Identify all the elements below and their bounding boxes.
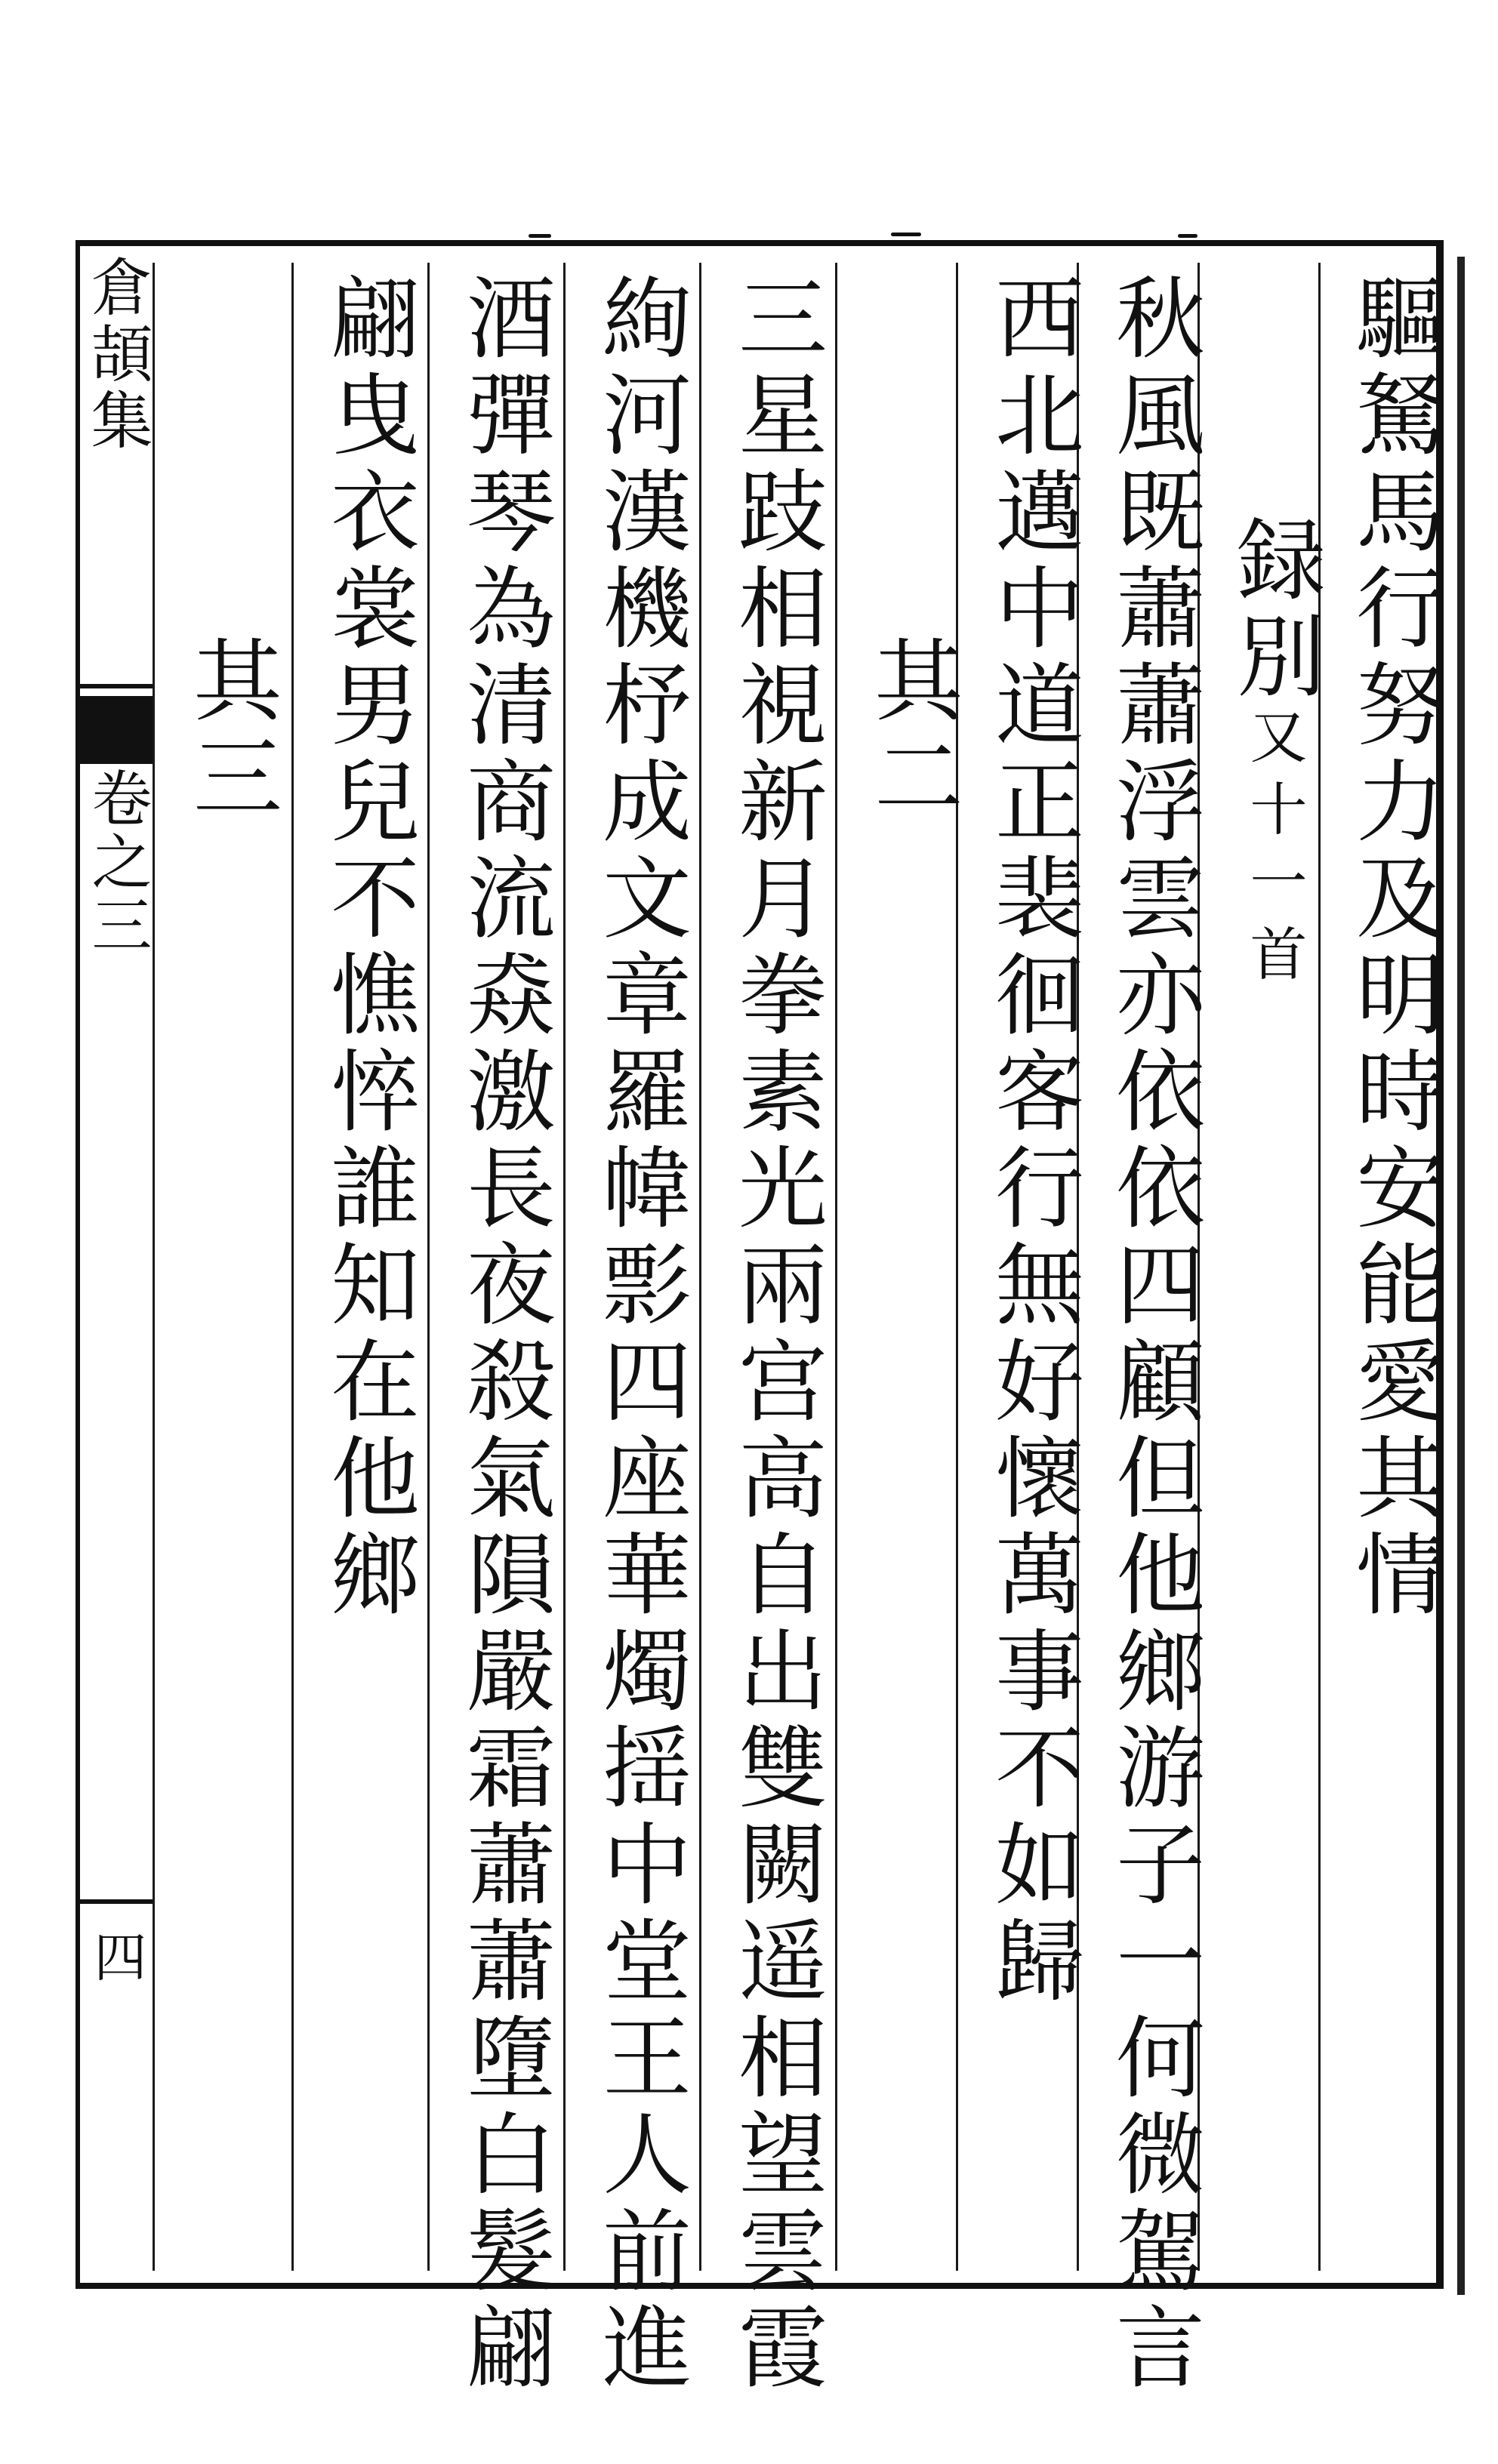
- ink-speck: [891, 233, 921, 236]
- ink-speck: [529, 234, 551, 238]
- banxin-title: 倉頡集: [81, 255, 153, 454]
- text-column-5: 其二: [859, 634, 963, 827]
- text-column-4: 西北邁中道正裴徊客行無好懷萬事不如歸: [980, 272, 1084, 2011]
- column-rule: [699, 263, 701, 2271]
- ink-speck: [1178, 234, 1197, 238]
- column-rule: [835, 263, 837, 2271]
- fishtail-mark: [80, 696, 153, 764]
- text-column-6: 三星跂相視新月拳素光兩宫高自出雙闕遥相望雲霞: [723, 272, 828, 2398]
- text-column-8: 酒彈琴為清商流猋激長夜殺氣隕嚴霜蕭蕭墮白髮翩: [452, 272, 556, 2398]
- banxin-divider: [80, 1899, 153, 1904]
- text-column-10: 其三: [178, 634, 282, 827]
- text-column-7: 絢河漢機杼成文章羅幃彯四座華燭揺中堂王人前進: [587, 272, 692, 2398]
- right-margin-edge: [1457, 257, 1465, 2295]
- poem-title-note: 又十一首: [1241, 707, 1308, 996]
- column-rule: [427, 263, 430, 2271]
- poem-title: 録別: [1222, 513, 1326, 707]
- banxin-juan: 卷之三: [82, 767, 152, 957]
- banxin-page-number: 四: [85, 1930, 147, 1982]
- text-column-3: 秋風既蕭蕭浮雲亦依依四顧但他鄉游子一何微駕言: [1101, 272, 1205, 2398]
- text-column-9: 翩曳衣裳男兒不憔悴誰知在他鄉: [316, 272, 420, 1625]
- banxin-divider: [80, 684, 153, 688]
- text-column-2: [1217, 513, 1330, 996]
- text-column-1: 驅駑馬行努力及明時安能愛其情: [1341, 272, 1445, 1625]
- column-rule: [563, 263, 566, 2271]
- column-rule: [153, 263, 155, 2271]
- banxin-column: [80, 246, 153, 2283]
- column-rule: [291, 263, 294, 2271]
- column-rule: [956, 263, 958, 2271]
